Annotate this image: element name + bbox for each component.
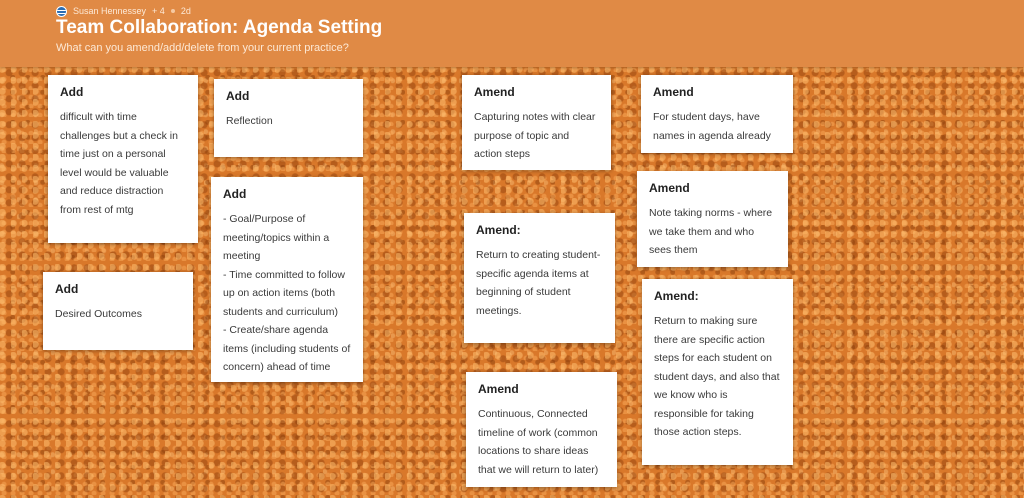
sticky-note[interactable] [466, 372, 617, 487]
note-title: Amend [478, 382, 519, 396]
sticky-note[interactable] [462, 75, 611, 170]
note-body: - Goal/Purpose of meeting/topics within a meeting - Time committed to follow up on action items (both students and curriculum) - Create/share agenda items (including students of concern) ahead of time [223, 213, 351, 373]
note-body: difficult with time challenges but a check in time just on a personal level would be valuable and reduce distraction from rest of mtg [60, 111, 178, 216]
note-title: Add [226, 89, 250, 103]
note-body: Desired Outcomes [55, 308, 142, 320]
note-title: Add [60, 85, 84, 99]
note-body: Reflection [226, 115, 273, 127]
note-title: Amend [649, 181, 690, 195]
note-title: Add [223, 187, 247, 201]
sticky-note[interactable] [637, 171, 788, 267]
note-body: Return to making sure there are specific action steps for each student on student days, and also that we know who is responsible for taking those action steps. [654, 315, 780, 438]
sticky-note[interactable] [211, 177, 363, 382]
author-name[interactable]: Susan Hennessey [73, 6, 147, 16]
board-title: Team Collaboration: Agenda Setting [56, 17, 383, 38]
note-title: Amend: [476, 223, 521, 237]
sticky-note[interactable] [464, 213, 615, 343]
sticky-note[interactable] [641, 75, 793, 153]
like-count[interactable]: + 4 [152, 6, 165, 16]
sticky-note[interactable] [642, 279, 793, 465]
board-subtitle: What can you amend/add/delete from your current practice? [56, 42, 349, 54]
note-title: Add [55, 282, 79, 296]
sticky-note[interactable] [48, 75, 198, 243]
sticky-note[interactable] [43, 272, 193, 350]
note-title: Amend [474, 85, 515, 99]
globe-icon [56, 6, 67, 17]
sticky-note[interactable] [214, 79, 363, 157]
note-body: Capturing notes with clear purpose of topic and action steps [474, 111, 596, 160]
separator-dot-icon [171, 9, 175, 13]
note-body: For student days, have names in agenda already [653, 111, 771, 142]
note-body: Note taking norms - where we take them and who sees them [649, 207, 773, 256]
post-meta [56, 5, 191, 17]
note-body: Return to creating student-specific agenda items at beginning of student meetings. [476, 249, 601, 317]
note-body: Continuous, Connected timeline of work (common locations to share ideas that we will return to later) [478, 408, 599, 476]
note-title: Amend: [654, 289, 699, 303]
post-age: 2d [180, 6, 191, 16]
note-title: Amend [653, 85, 694, 99]
board-header [0, 0, 1024, 67]
